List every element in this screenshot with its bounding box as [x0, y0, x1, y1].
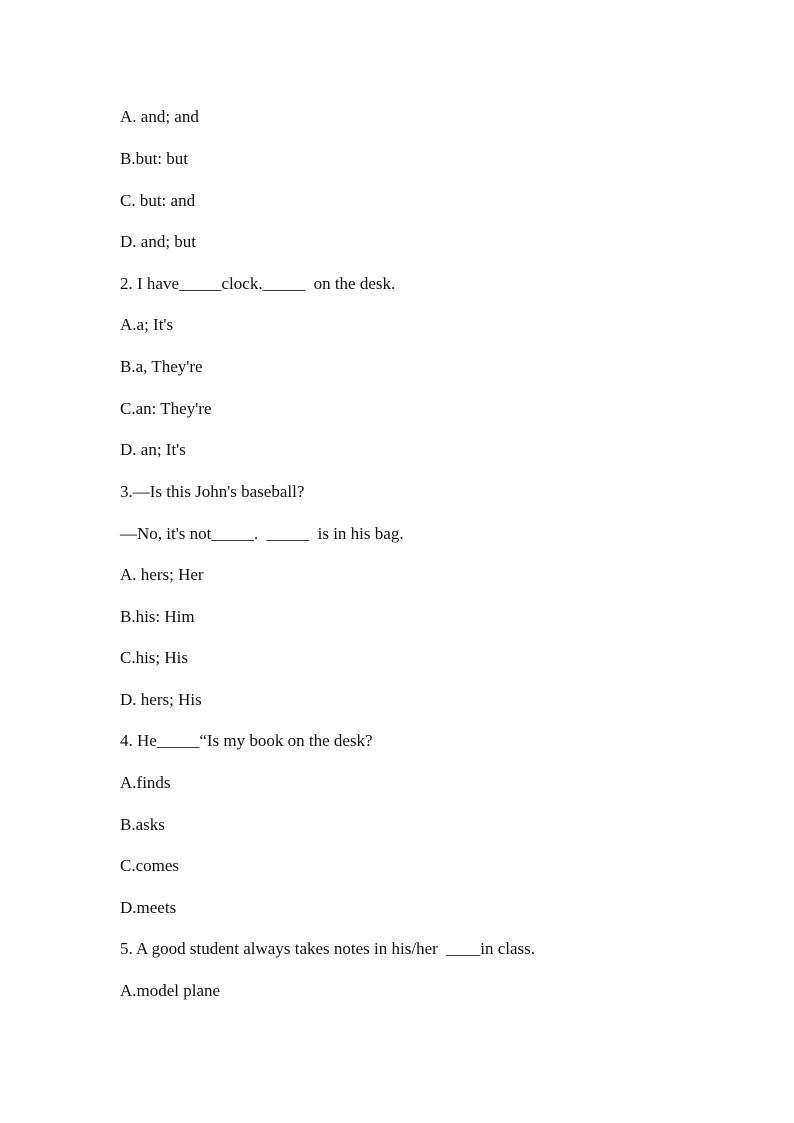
option-3d: D. hers; His [120, 690, 202, 709]
question-2: 2. I have_____clock._____ on the desk. [120, 274, 396, 293]
option-3b: B.his: Him [120, 607, 195, 626]
option-1b: B.but: but [120, 149, 189, 168]
question-4: 4. He_____“Is my book on the desk? [120, 731, 373, 750]
option-2d: D. an; It's [120, 440, 186, 459]
option-1c: C. but: and [120, 191, 196, 210]
option-1a: A. and; and [120, 107, 199, 126]
option-4d: D.meets [120, 898, 177, 917]
question-3-reply: —No, it's not_____. _____ is in his bag. [120, 524, 404, 543]
option-2c: C.an: They're [120, 399, 212, 418]
option-2a: A.a; It's [120, 315, 174, 334]
option-4a: A.finds [120, 773, 171, 792]
option-3a: A. hers; Her [120, 565, 204, 584]
option-4c: C.comes [120, 856, 180, 875]
option-3c: C.his; His [120, 648, 189, 667]
question-5: 5. A good student always takes notes in his/her ____in class. [120, 939, 536, 958]
option-2b: B.a, They're [120, 357, 203, 376]
option-5a: A.model plane [120, 981, 221, 1000]
option-4b: B.asks [120, 815, 165, 834]
question-3: 3.—Is this John's baseball? [120, 482, 305, 501]
option-1d: D. and; but [120, 232, 197, 251]
